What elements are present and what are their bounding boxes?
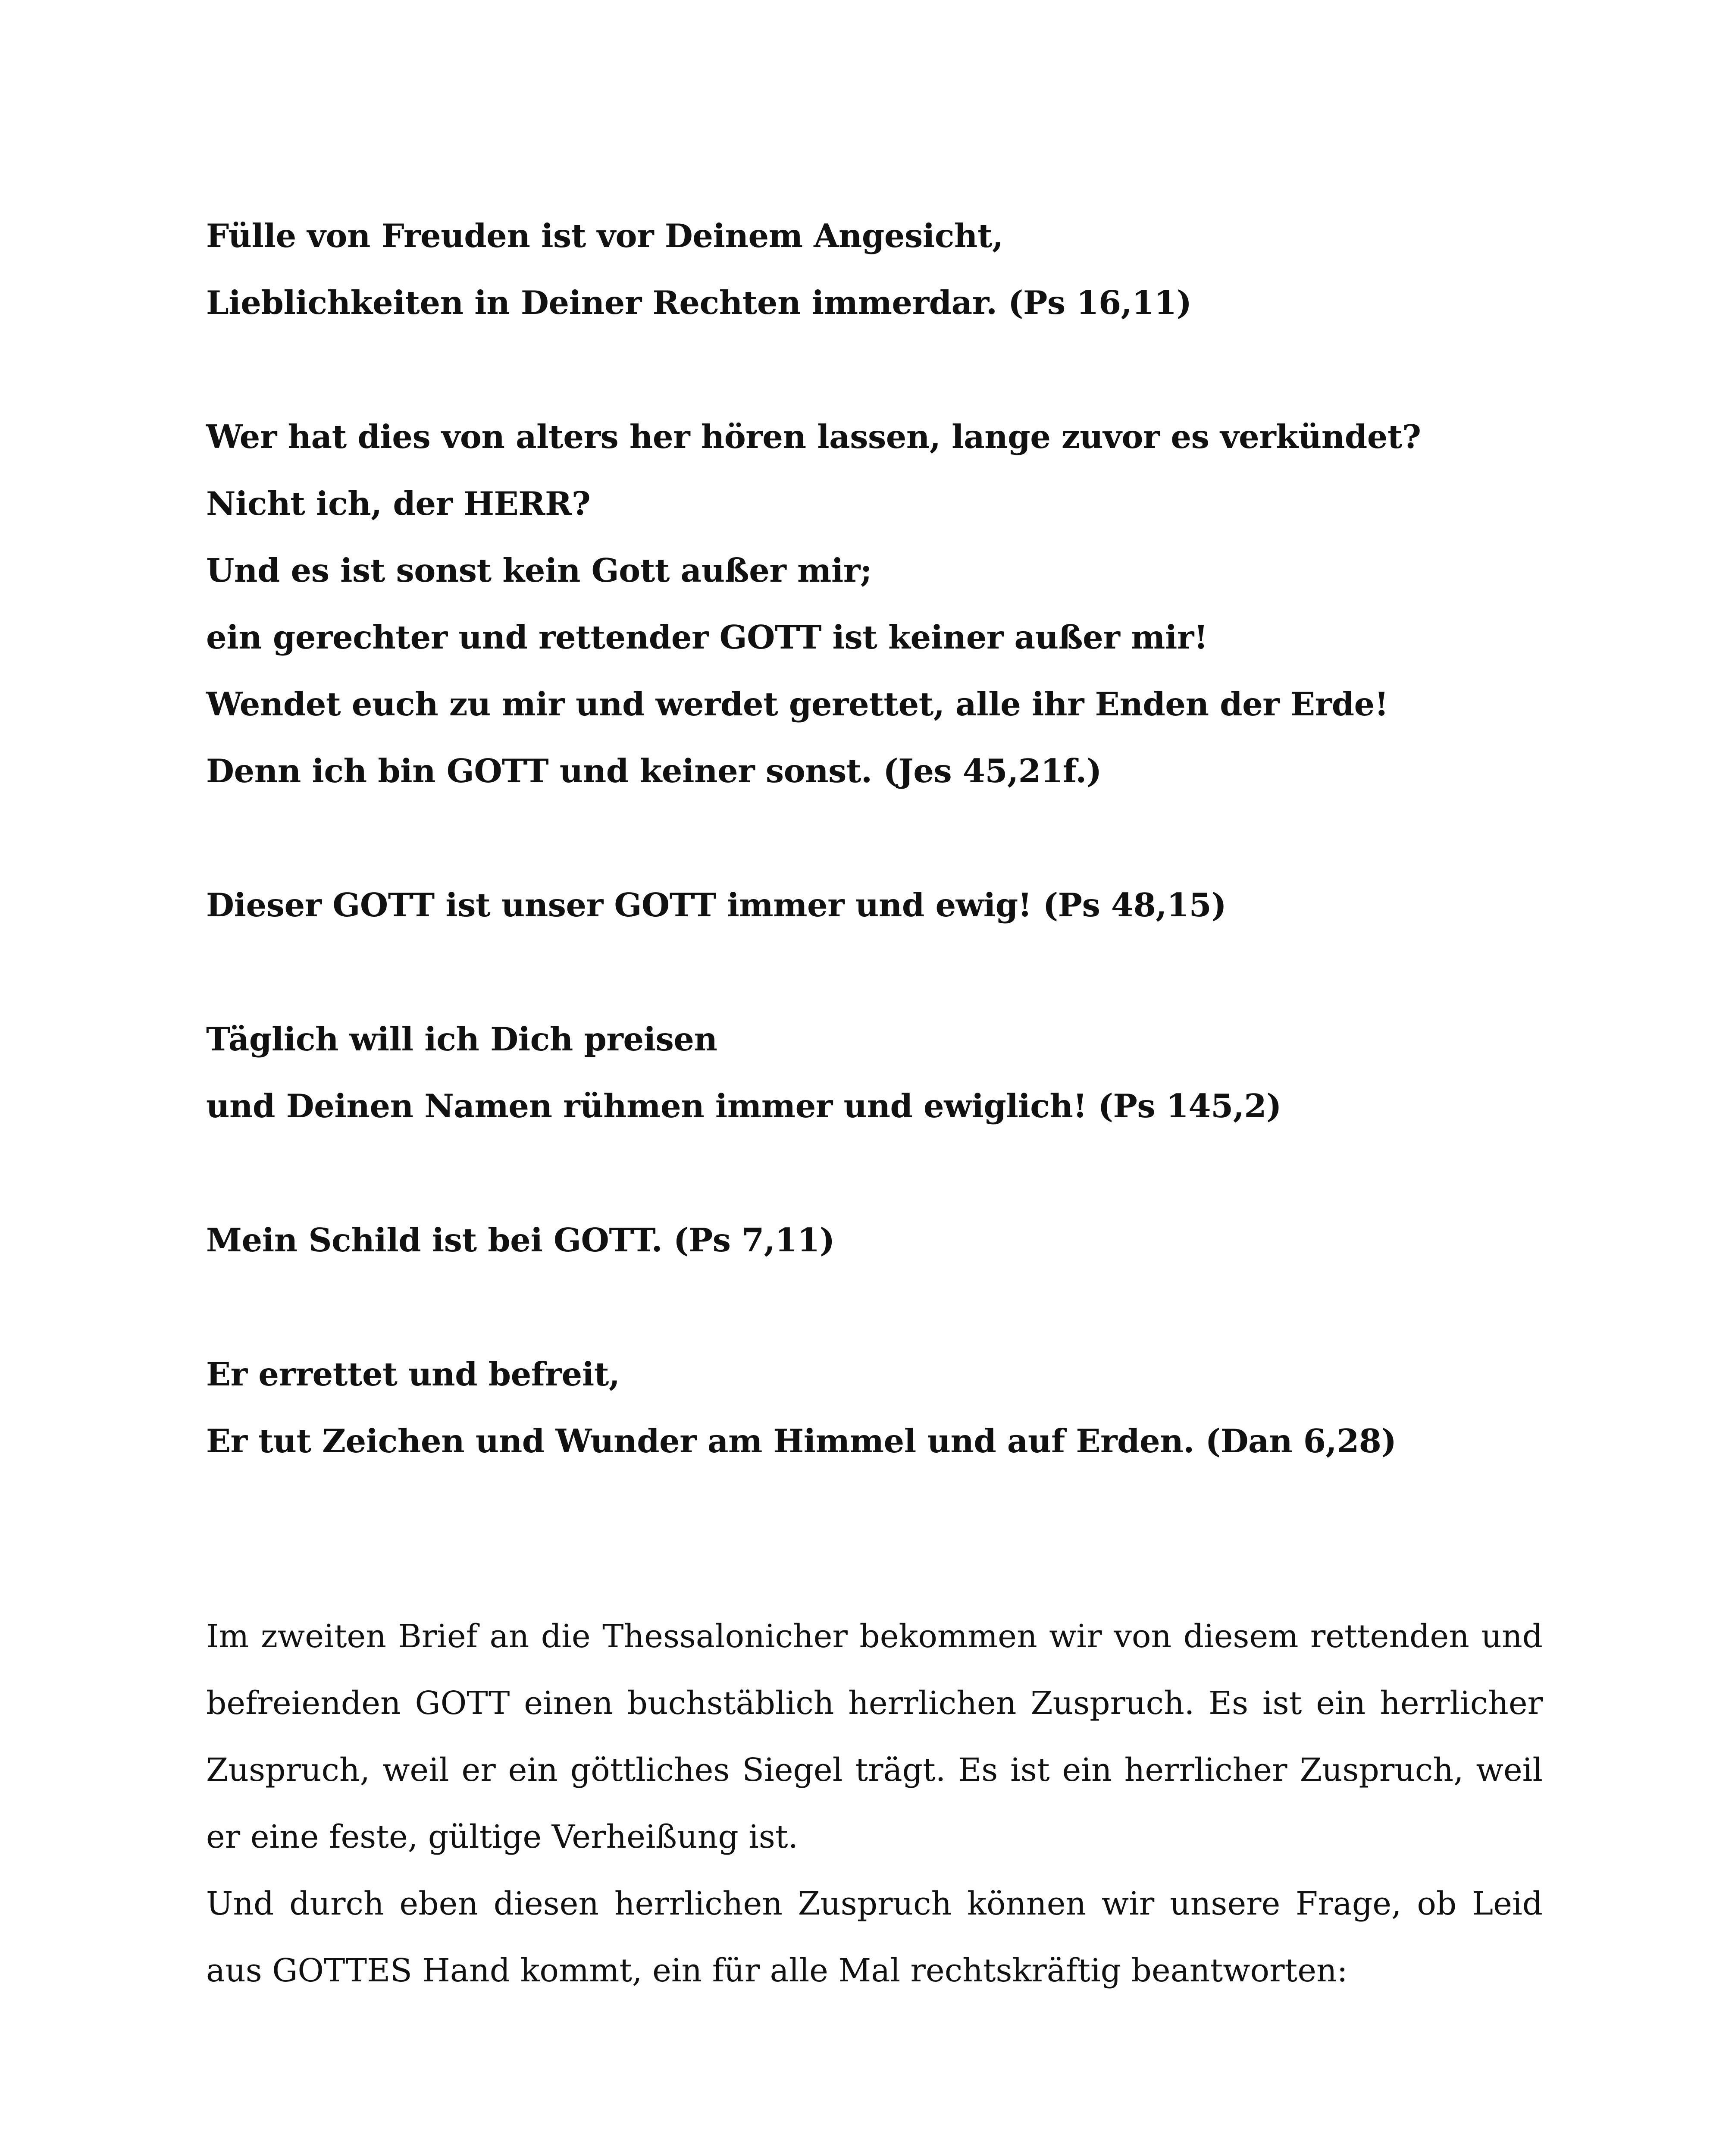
- verse-line: Dieser GOTT ist unser GOTT immer und ewig! (Ps 48,15): [206, 886, 1227, 924]
- verse-line: und Deinen Namen rühmen immer und ewiglich! (Ps 145,2): [206, 1087, 1282, 1125]
- verse-line: Täglich will ich Dich preisen: [206, 1020, 717, 1058]
- verse-line: Wendet euch zu mir und werdet gerettet, alle ihr Enden der Erde!: [206, 685, 1389, 723]
- verse-line: Mein Schild ist bei GOTT. (Ps 7,11): [206, 1221, 835, 1259]
- verse-stanza: [206, 1006, 1543, 1140]
- verse-line: Und es ist sonst kein Gott außer mir;: [206, 552, 872, 589]
- body-text: [206, 1603, 1543, 2004]
- verse-line: Fülle von Freuden ist vor Deinem Angesicht,: [206, 217, 1003, 255]
- verse-line: Nicht ich, der HERR?: [206, 485, 591, 523]
- verse-stanza: [206, 404, 1543, 805]
- paragraph: Im zweiten Brief an die Thessalonicher bekommen wir von diesem rettenden und befreienden GOTT einen buchstäblich herrlichen Zuspruch. Es ist ein herrlicher Zuspruch, weil er ein göttliches Siegel trägt. Es ist ein herrlicher Zuspruch, weil er eine feste, gültige Verheißung ist.: [206, 1618, 1543, 1855]
- verse-line: Wer hat dies von alters her hören lassen, lange zuvor es verkündet?: [206, 418, 1421, 456]
- verse-stanza: [206, 203, 1543, 336]
- verse-line: ein gerechter und rettender GOTT ist keiner außer mir!: [206, 618, 1208, 656]
- verse-stanza: [206, 1341, 1543, 1475]
- verse-line: Er tut Zeichen und Wunder am Himmel und auf Erden. (Dan 6,28): [206, 1422, 1397, 1460]
- verse-stanza: [206, 872, 1543, 939]
- verse-stanza: [206, 1207, 1543, 1274]
- verse-line: Lieblichkeiten in Deiner Rechten immerdar. (Ps 16,11): [206, 284, 1192, 322]
- bible-verses: [206, 203, 1543, 1542]
- verse-line: Er errettet und befreit,: [206, 1355, 620, 1393]
- paragraph: Und durch eben diesen herrlichen Zuspruch können wir unsere Frage, ob Leid aus GOTTES Hand kommt, ein für alle Mal rechtskräftig beantworten:: [206, 1885, 1543, 1989]
- verse-line: Denn ich bin GOTT und keiner sonst. (Jes 45,21f.): [206, 752, 1102, 790]
